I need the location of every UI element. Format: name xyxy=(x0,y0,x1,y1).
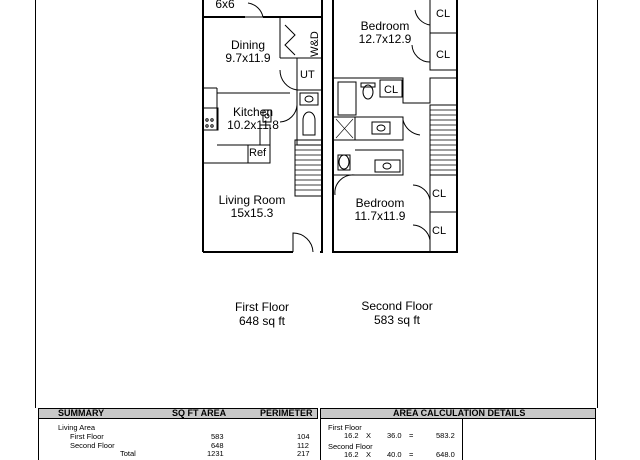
row-total-label: Total xyxy=(120,449,136,458)
detail-second-result: 648.0 xyxy=(436,450,455,459)
dining-dims: 9.7x11.9 xyxy=(225,51,271,65)
detail-first-b: 36.0 xyxy=(387,431,402,440)
row-second-floor-perimeter: 112 xyxy=(297,441,309,450)
closet-label-1: CL xyxy=(436,8,451,20)
living-room-label xyxy=(212,194,292,220)
detail-second-x: X xyxy=(366,450,372,459)
washer-dryer-label: W&D xyxy=(309,31,321,57)
detail-second-b: 40.0 xyxy=(387,450,402,459)
closet-label-3: CL xyxy=(384,84,399,96)
summary-mid-border xyxy=(320,419,321,460)
sqft-header: SQ FT AREA xyxy=(172,408,227,418)
detail-first-a: 16.2 xyxy=(344,431,359,440)
living-dims: 15x15.3 xyxy=(230,206,274,220)
row-first-floor-label: First Floor xyxy=(70,432,104,441)
first-floor-name: First Floor xyxy=(235,300,289,314)
bedroom1-name: Bedroom xyxy=(360,19,410,33)
first-floor-area: 648 sq ft xyxy=(238,314,286,328)
perimeter-header: PERIMETER xyxy=(260,408,313,418)
detail-first-eq: = xyxy=(409,431,414,440)
summary-right-border xyxy=(595,419,596,460)
refrigerator-label: Ref xyxy=(249,147,267,159)
detail-first-result: 583.2 xyxy=(436,431,455,440)
closet-label-5: CL xyxy=(432,225,447,237)
bedroom1-dims: 12.7x12.9 xyxy=(358,32,412,46)
bedroom1-label xyxy=(350,20,420,46)
living-area-label: Living Area xyxy=(58,423,96,432)
foyer-dims: 6x6 xyxy=(215,0,235,11)
dining-name: Dining xyxy=(230,38,266,52)
summary-header: SUMMARY xyxy=(58,408,105,418)
bedroom2-dims: 11.7x11.9 xyxy=(354,209,406,223)
details-divider xyxy=(462,419,463,460)
summary-table xyxy=(38,408,596,460)
kitchen-dims: 10.2x11.8 xyxy=(227,118,279,132)
detail-second-eq: = xyxy=(409,450,414,459)
row-second-floor-area: 648 xyxy=(211,441,224,450)
closet-label-4: CL xyxy=(432,188,447,200)
row-second-floor-label: Second Floor xyxy=(70,441,115,450)
kitchen-name: Kitchen xyxy=(232,105,274,119)
row-first-floor-area: 583 xyxy=(211,432,224,441)
detail-first-x: X xyxy=(366,431,372,440)
details-header: AREA CALCULATION DETAILS xyxy=(393,408,526,418)
second-floor-label xyxy=(352,299,442,327)
utility-label: UT xyxy=(300,69,315,81)
bedroom2-name: Bedroom xyxy=(355,196,405,210)
first-floor-label xyxy=(220,300,304,328)
closet-label-2: CL xyxy=(436,49,451,61)
bedroom2-label xyxy=(345,197,415,223)
living-name: Living Room xyxy=(218,193,286,207)
detail-first-floor-label: First Floor xyxy=(328,423,362,432)
summary-left-border xyxy=(38,419,39,460)
kitchen-label xyxy=(222,106,284,132)
row-total-perimeter: 217 xyxy=(297,449,310,458)
row-total-area: 1231 xyxy=(207,449,224,458)
row-first-floor-perimeter: 104 xyxy=(297,432,310,441)
detail-second-floor-label: Second Floor xyxy=(328,442,373,451)
second-floor-name: Second Floor xyxy=(361,299,433,313)
detail-second-a: 16.2 xyxy=(344,450,359,459)
second-floor-area: 583 sq ft xyxy=(373,313,421,327)
dining-room-label xyxy=(220,39,276,65)
